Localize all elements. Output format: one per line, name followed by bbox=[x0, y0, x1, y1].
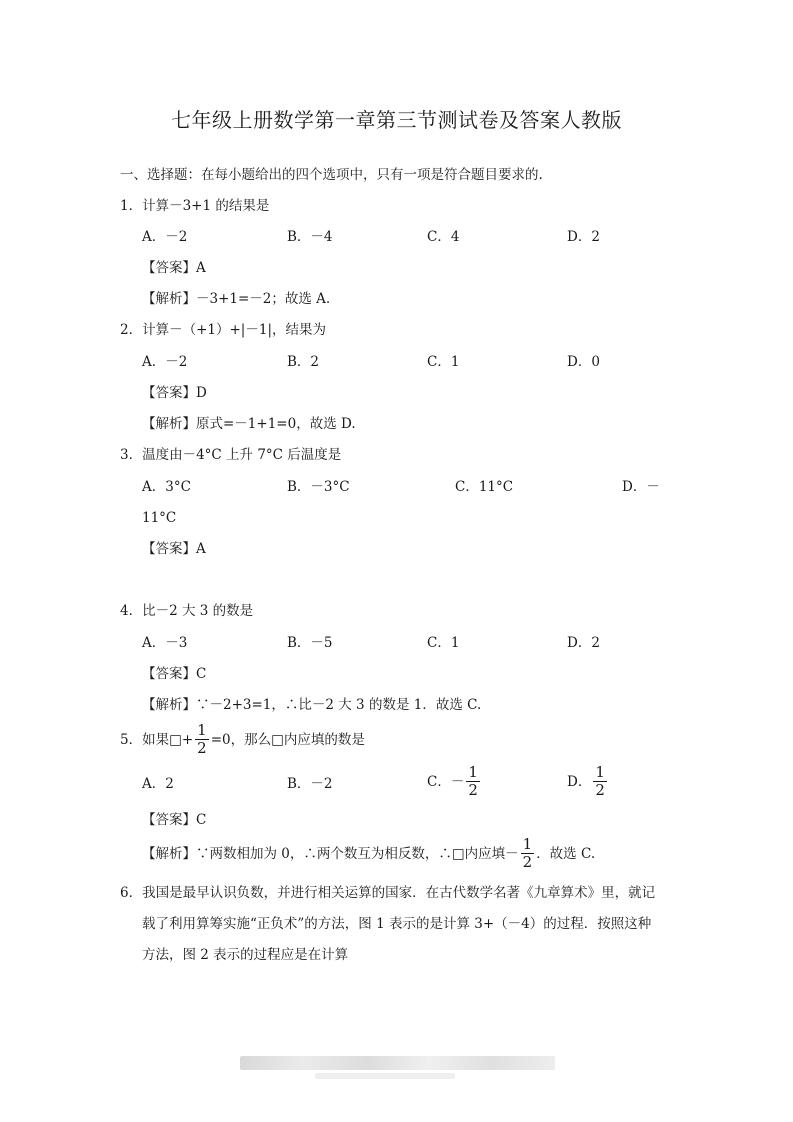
question-5-stem-suffix: =0，那么□内应填的数是 bbox=[210, 731, 365, 748]
question-5-analysis-suffix: ．故选 C. bbox=[536, 845, 596, 862]
question-6-line-2: 载了利用算筹实施“正负术”的方法，图 1 表示的是计算 3+（－4）的过程．按照这种 bbox=[142, 916, 652, 932]
fraction-numerator: 1 bbox=[197, 721, 207, 739]
question-4-option-b: B．－5 bbox=[287, 635, 333, 651]
question-3-option-d-wrap: 11°C bbox=[142, 510, 177, 526]
question-3-stem: 3．温度由－4°C 上升 7°C 后温度是 bbox=[120, 447, 342, 463]
question-3-option-a: A．3°C bbox=[142, 479, 191, 495]
question-1-option-a: A．－2 bbox=[142, 229, 188, 245]
question-3-option-b: B．－3°C bbox=[287, 479, 350, 495]
question-3-option-d: D．－ bbox=[622, 479, 660, 495]
question-4-option-a: A．－3 bbox=[142, 635, 188, 651]
question-5-analysis-fraction bbox=[521, 836, 535, 871]
question-3-option-c: C．11°C bbox=[455, 479, 514, 495]
question-5-option-d-fraction bbox=[593, 764, 607, 799]
fraction-denominator: 2 bbox=[595, 781, 605, 799]
question-5-option-c-prefix: C．－ bbox=[427, 773, 465, 790]
question-4-stem: 4．比－2 大 3 的数是 bbox=[120, 603, 254, 619]
question-5-analysis-prefix: 【解析】∵两数相加为 0，∴两个数互为相反数，∴□内应填－ bbox=[142, 845, 519, 862]
question-1-option-c: C．4 bbox=[427, 229, 460, 245]
question-5-answer: 【答案】C bbox=[142, 812, 207, 828]
question-4-option-c: C．1 bbox=[427, 635, 460, 651]
question-2-analysis: 【解析】原式=－1+1=0，故选 D. bbox=[142, 416, 356, 432]
question-5-stem-prefix: 5．如果□+ bbox=[120, 731, 194, 748]
question-2-option-c: C．1 bbox=[427, 354, 460, 370]
question-1-option-b: B．－4 bbox=[287, 229, 333, 245]
question-1-option-d: D．2 bbox=[567, 229, 600, 245]
fraction-denominator: 2 bbox=[197, 739, 207, 757]
page-title: 七年级上册数学第一章第三节测试卷及答案人教版 bbox=[171, 108, 622, 132]
question-5-option-b: B．－2 bbox=[287, 776, 333, 792]
fraction-denominator: 2 bbox=[468, 781, 478, 799]
question-5-option-d bbox=[567, 764, 609, 799]
question-1-answer: 【答案】A bbox=[142, 260, 206, 276]
question-2-option-b: B．2 bbox=[287, 354, 320, 370]
question-5-stem bbox=[120, 722, 365, 757]
section-heading: 一、选择题：在每小题给出的四个选项中，只有一项是符合题目要求的. bbox=[120, 167, 543, 183]
question-2-stem: 2．计算－（+1）+|－1|，结果为 bbox=[120, 322, 326, 338]
footer-watermark bbox=[240, 1056, 555, 1070]
question-6-line-1: 6．我国是最早认识负数，并进行相关运算的国家．在古代数学名著《九章算术》里，就记 bbox=[120, 885, 656, 901]
question-2-option-a: A．－2 bbox=[142, 354, 188, 370]
question-5-analysis bbox=[142, 836, 595, 871]
question-4-answer: 【答案】C bbox=[142, 666, 207, 682]
fraction-numerator: 1 bbox=[595, 763, 605, 781]
question-2-answer: 【答案】D bbox=[142, 385, 207, 401]
fraction-numerator: 1 bbox=[522, 835, 533, 853]
question-5-option-d-prefix: D． bbox=[567, 773, 592, 790]
question-3-answer: 【答案】A bbox=[142, 541, 206, 557]
fraction-numerator: 1 bbox=[468, 763, 478, 781]
question-4-analysis: 【解析】∵－2+3=1，∴比－2 大 3 的数是 1．故选 C. bbox=[142, 697, 482, 713]
question-1-analysis: 【解析】－3+1=－2；故选 A. bbox=[142, 291, 331, 307]
question-2-option-d: D．0 bbox=[567, 354, 600, 370]
question-5-option-c bbox=[427, 764, 482, 799]
question-5-stem-fraction bbox=[195, 722, 209, 757]
footer-watermark-sub bbox=[315, 1073, 455, 1079]
question-5-option-c-fraction bbox=[466, 764, 480, 799]
fraction-denominator: 2 bbox=[522, 853, 533, 871]
question-5-option-a: A．2 bbox=[142, 776, 174, 792]
question-4-option-d: D．2 bbox=[567, 635, 600, 651]
question-1-stem: 1．计算－3+1 的结果是 bbox=[120, 198, 270, 214]
question-6-line-3: 方法，图 2 表示的过程应是在计算 bbox=[142, 947, 349, 963]
